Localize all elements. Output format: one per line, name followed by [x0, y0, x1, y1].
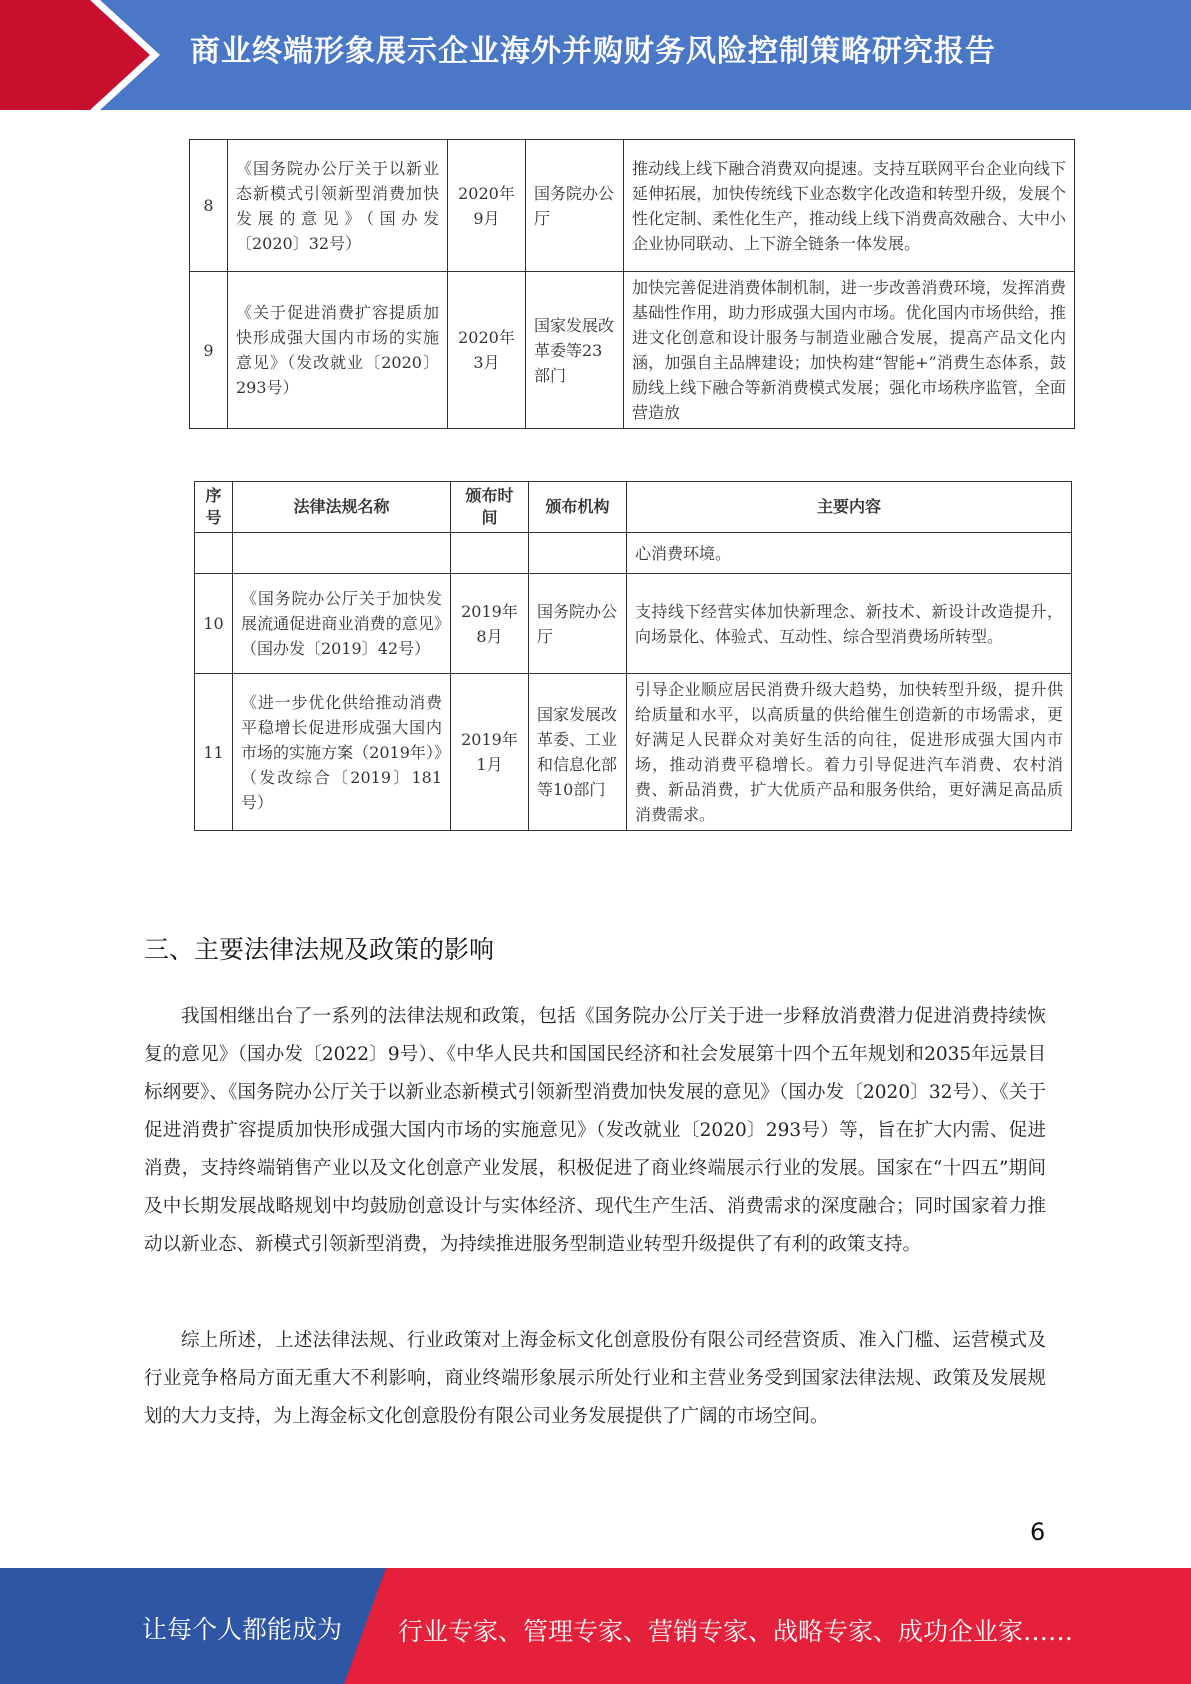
issuing-agency: 国务院办公厅 [529, 574, 627, 674]
body-paragraph: 综上所述，上述法律法规、行业政策对上海金标文化创意股份有限公司经营资质、准入门槛、运营模式及行业竞争格局方面无重大不利影响，商业终端形象展示所处行业和主营业务受到国家法律法规、政策及发展规划的大力支持，为上海金标文化创意股份有限公司业务发展提供了广阔的市场空间。 [144, 1330, 1046, 1427]
header-name: 法律法规名称 [233, 482, 451, 533]
table-row [190, 272, 1075, 429]
main-content: 引导企业顺应居民消费升级大趋势，加快转型升级，提升供给质量和水平，以高质量的供给催生创造新的市场需求，更好满足人民群众对美好生活的向往，促进形成强大国内市场，推动消费平稳增长。着力引导促进汽车消费、农村消费、新品消费，扩大优质产品和服务供给，更好满足高品质消费需求。 [627, 674, 1072, 831]
table-header-row [195, 482, 1072, 533]
regulations-table [194, 481, 1072, 831]
row-number: 8 [190, 140, 228, 272]
issue-date: 2020年9月 [448, 140, 526, 272]
footer-slogan-right: 行业专家、管理专家、营销专家、战略专家、成功企业家…… [398, 1617, 1074, 1646]
regulation-name: 《进一步优化供给推动消费平稳增长促进形成强大国内市场的实施方案（2019年）》（发改综合〔2019〕181号） [233, 674, 451, 831]
header-agency: 颁布机构 [529, 482, 627, 533]
table-row [195, 574, 1072, 674]
page-footer [0, 1568, 1191, 1684]
main-content: 支持线下经营实体加快新理念、新技术、新设计改造提升，向场景化、体验式、互动性、综合型消费场所转型。 [627, 574, 1072, 674]
main-content: 心消费环境。 [627, 533, 1072, 574]
row-number: 9 [190, 272, 228, 429]
regulation-name: 《国务院办公厅关于以新业态新模式引领新型消费加快发展的意见》（国办发〔2020〕32号） [228, 140, 448, 272]
body-paragraph: 我国相继出台了一系列的法律法规和政策，包括《国务院办公厅关于进一步释放消费潜力促进消费持续恢复的意见》（国办发〔2022〕9号）、《中华人民共和国国民经济和社会发展第十四个五年规划和2035年远景目标纲要》、《国务院办公厅关于以新业态新模式引领新型消费加快发展的意见》（国办发〔2020〕32号）、《关于促进消费扩容提质加快形成强大国内市场的实施意见》（发改就业〔2020〕293号）等，旨在扩大内需、促进消费，支持终端销售产业以及文化创意产业发展，积极促进了商业终端展示行业的发展。国家在“十四五”期间及中长期发展战略规划中均鼓励创意设计与实体经济、现代生产生活、消费需求的深度融合；同时国家着力推动以新业态、新模式引领新型消费，为持续推进服务型制造业转型升级提供了有利的政策支持。 [144, 1006, 1046, 1255]
issuing-agency: 国家发展改革委、工业和信息化部等10部门 [529, 674, 627, 831]
issue-date: 2019年8月 [451, 574, 529, 674]
table-row [190, 140, 1075, 272]
row-number: 10 [195, 574, 233, 674]
header-date: 颁布时间 [451, 482, 529, 533]
page-number: 6 [1030, 1518, 1046, 1546]
issuing-agency: 国务院办公厅 [526, 140, 624, 272]
row-number: 11 [195, 674, 233, 831]
issue-date: 2019年1月 [451, 674, 529, 831]
section-heading: 三、主要法律法规及政策的影响 [144, 935, 495, 964]
regulation-name: 《关于促进消费扩容提质加快形成强大国内市场的实施意见》（发改就业〔2020〕293号） [228, 272, 448, 429]
issue-date: 2020年3月 [448, 272, 526, 429]
report-title: 商业终端形象展示企业海外并购财务风险控制策略研究报告 [190, 34, 996, 69]
header-content: 主要内容 [627, 482, 1072, 533]
header-chevron-graphic [0, 0, 160, 110]
table-row [195, 533, 1072, 574]
header-no: 序号 [195, 482, 233, 533]
regulations-table-continued [189, 139, 1075, 429]
table-row [195, 674, 1072, 831]
main-content: 推动线上线下融合消费双向提速。支持互联网平台企业向线下延伸拓展，加快传统线下业态数字化改造和转型升级，发展个性化定制、柔性化生产，推动线上线下消费高效融合、大中小企业协同联动、上下游全链条一体发展。 [624, 140, 1075, 272]
page-header [0, 0, 1191, 110]
issuing-agency: 国家发展改革委等23部门 [526, 272, 624, 429]
footer-slogan-left: 让每个人都能成为 [142, 1615, 343, 1644]
main-content: 加快完善促进消费体制机制，进一步改善消费环境，发挥消费基础性作用，助力形成强大国内市场。优化国内市场供给，推进文化创意和设计服务与制造业融合发展，提高产品文化内涵，加强自主品牌建设；加快构建“智能+”消费生态体系，鼓励线上线下融合等新消费模式发展；强化市场秩序监管，全面营造放 [624, 272, 1075, 429]
regulation-name: 《国务院办公厅关于加快发展流通促进商业消费的意见》（国办发〔2019〕42号） [233, 574, 451, 674]
